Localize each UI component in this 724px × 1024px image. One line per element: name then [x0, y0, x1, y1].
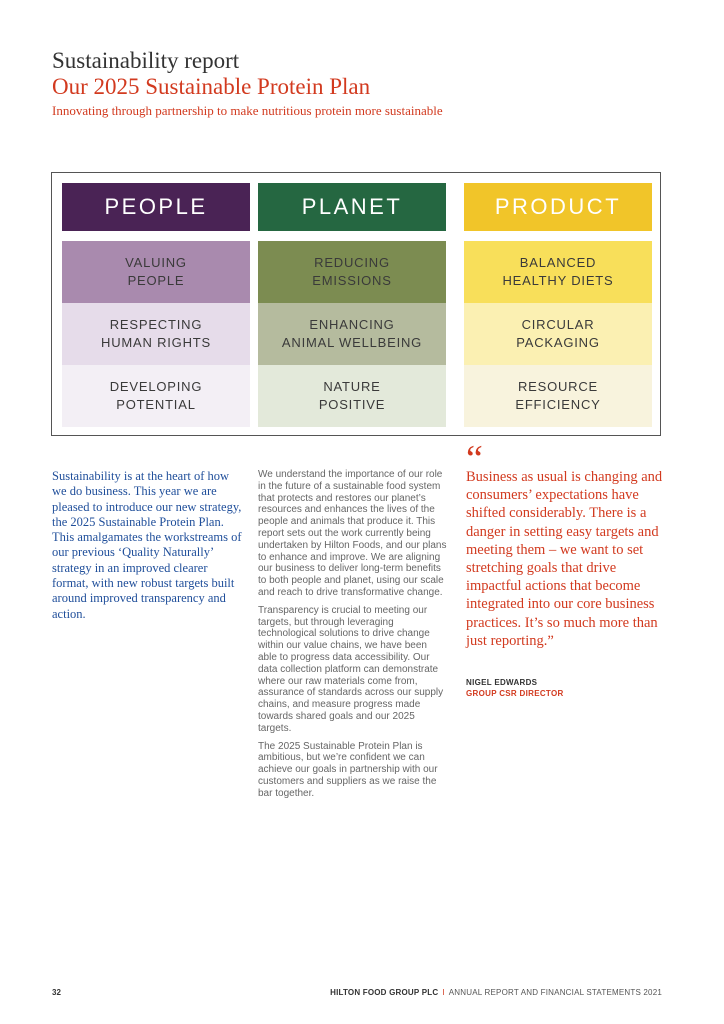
pillar-item: DEVELOPING POTENTIAL — [62, 365, 250, 427]
page-title: Our 2025 Sustainable Protein Plan — [52, 74, 371, 99]
footer-company: HILTON FOOD GROUP PLC — [330, 988, 439, 997]
footer-running-title — [330, 988, 662, 997]
quote-author-role: GROUP CSR DIRECTOR — [466, 689, 564, 698]
pull-quote: Business as usual is changing and consumers’ expectations have shifted considerably. There is a danger in setting easy targets and meeting them – we want to set stretching goals that drive impactful actions that become integrated into our core business practices. It’s so much more than just reporting.” — [466, 469, 663, 649]
body-paragraph: We understand the importance of our role in the future of a sustainable food system that protects and restores our planet’s resources and enhances the lives of the people and animals that produce it. This report sets out the work currently being undertaken by Hilton Foods, and our plans to enhance and improve. We are aligning our business to deliver long-term benefits to both people and planet, using our scale and reach to drive transformative change. — [258, 469, 447, 598]
footer-report: ANNUAL REPORT AND FINANCIAL STATEMENTS 2021 — [448, 988, 662, 997]
body-paragraph: Transparency is crucial to meeting our targets, but through leveraging technological solutions to drive change within our value chains, we have been able to progress data accessibility. Our data collection platform can demonstrate where our raw materials come from, assurance of standards across our supply chains, and measure progress made towards shared goals and our 2025 targets. — [258, 604, 444, 734]
column-heading: PEOPLE — [62, 183, 250, 231]
page-subtitle: Innovating through partnership to make nutritious protein more sustainable — [52, 103, 443, 118]
pillar-item: NATURE POSITIVE — [258, 365, 446, 427]
pillar-item: BALANCED HEALTHY DIETS — [464, 241, 652, 303]
quote-author-name: NIGEL EDWARDS — [466, 678, 538, 687]
pillar-item: ENHANCING ANIMAL WELLBEING — [258, 303, 446, 365]
pillar-item: CIRCULAR PACKAGING — [464, 303, 652, 365]
pillar-item: REDUCING EMISSIONS — [258, 241, 446, 303]
plan-framework — [51, 172, 661, 436]
page-number: 32 — [52, 988, 61, 997]
quote-mark-icon: “ — [466, 438, 483, 480]
footer-separator: I — [442, 988, 445, 997]
pillar-item: RESPECTING HUMAN RIGHTS — [62, 303, 250, 365]
pillar-item: VALUING PEOPLE — [62, 241, 250, 303]
pillar-item: RESOURCE EFFICIENCY — [464, 365, 652, 427]
page-kicker: Sustainability report — [52, 48, 240, 73]
column-heading: PRODUCT — [464, 183, 652, 231]
intro-paragraph: Sustainability is at the heart of how we do business. This year we are pleased to introduce our new strategy, the 2025 Sustainable Protein Plan. This amalgamates the workstreams of our previous ‘Quality Naturally’ strategy in an improved clearer format, with new robust targets built around improved transparency and action. — [52, 469, 242, 621]
column-heading: PLANET — [258, 183, 446, 231]
body-paragraph: The 2025 Sustainable Protein Plan is ambitious, but we’re confident we can achieve our goals in partnership with our customers and suppliers as we raise the bar together. — [258, 740, 438, 799]
body-text-column — [258, 469, 448, 806]
